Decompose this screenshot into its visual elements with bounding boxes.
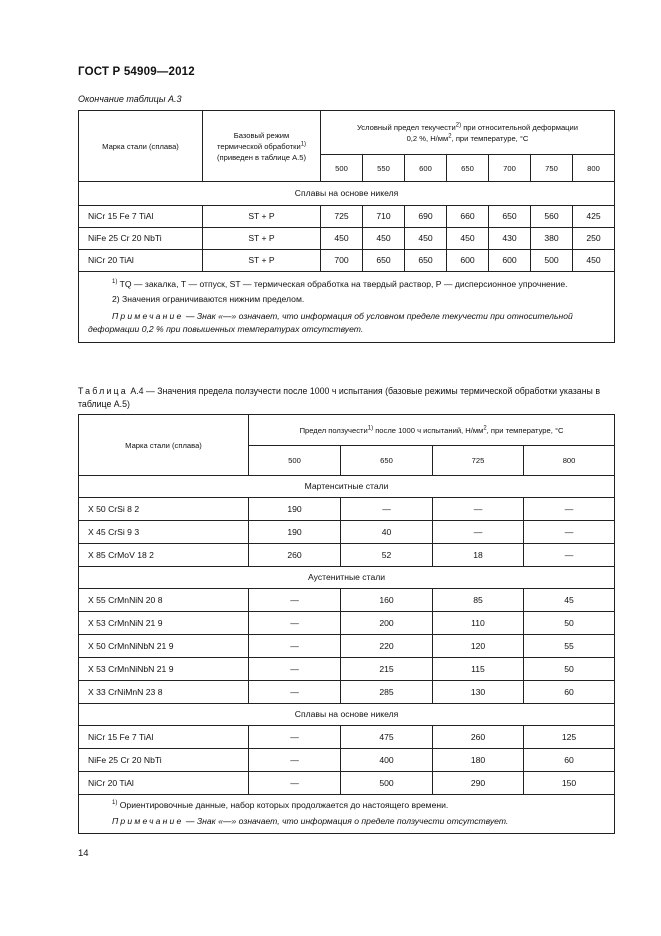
creep-value: — bbox=[433, 498, 524, 521]
table-row bbox=[79, 228, 615, 250]
treatment-mode: ST + P bbox=[203, 250, 321, 272]
creep-value: 150 bbox=[524, 772, 615, 795]
yield-value: 500 bbox=[531, 250, 573, 272]
table-a3 bbox=[78, 110, 615, 343]
yield-value: 450 bbox=[363, 228, 405, 250]
table-row bbox=[79, 521, 615, 544]
yield-value: 560 bbox=[531, 206, 573, 228]
group-title: Аустенитные стали bbox=[79, 567, 615, 589]
yield-value: 450 bbox=[405, 228, 447, 250]
creep-value: 290 bbox=[433, 772, 524, 795]
steel-grade: NiCr 20 TiAl bbox=[79, 772, 249, 795]
col-grade-header: Марка стали (сплава) bbox=[79, 415, 249, 476]
temperature-header: 750 bbox=[531, 155, 573, 182]
table-a3-caption: Окончание таблицы А.3 bbox=[78, 94, 182, 104]
yield-value: 450 bbox=[447, 228, 489, 250]
temperature-header: 500 bbox=[249, 446, 341, 476]
temperature-header: 650 bbox=[341, 446, 433, 476]
col-grade-header: Марка стали (сплава) bbox=[79, 111, 203, 182]
temperature-header: 600 bbox=[405, 155, 447, 182]
creep-value: 125 bbox=[524, 726, 615, 749]
group-title: Сплавы на основе никеля bbox=[79, 704, 615, 726]
creep-value: 160 bbox=[341, 589, 433, 612]
creep-value: 85 bbox=[433, 589, 524, 612]
creep-value: 200 bbox=[341, 612, 433, 635]
yield-value: 650 bbox=[363, 250, 405, 272]
treatment-mode: ST + P bbox=[203, 206, 321, 228]
creep-value: 60 bbox=[524, 749, 615, 772]
steel-grade: X 45 CrSi 9 3 bbox=[79, 521, 249, 544]
steel-grade: X 33 CrNiMnN 23 8 bbox=[79, 681, 249, 704]
creep-value: — bbox=[249, 772, 341, 795]
table-a4 bbox=[78, 414, 615, 834]
table-row bbox=[79, 498, 615, 521]
yield-value: 600 bbox=[447, 250, 489, 272]
creep-value: — bbox=[341, 498, 433, 521]
steel-grade: X 53 CrMnNiN 21 9 bbox=[79, 612, 249, 635]
creep-value: 475 bbox=[341, 726, 433, 749]
creep-value: 115 bbox=[433, 658, 524, 681]
table-row bbox=[79, 658, 615, 681]
temperature-header: 500 bbox=[321, 155, 363, 182]
yield-value: 650 bbox=[489, 206, 531, 228]
creep-value: 190 bbox=[249, 498, 341, 521]
table-row bbox=[79, 726, 615, 749]
steel-grade: X 85 CrMoV 18 2 bbox=[79, 544, 249, 567]
note: Примечание — Знак «—» означает, что информация о пределе ползучести отсутствует. bbox=[112, 816, 509, 826]
creep-value: 400 bbox=[341, 749, 433, 772]
creep-value: 45 bbox=[524, 589, 615, 612]
yield-value: 650 bbox=[405, 250, 447, 272]
footnotes bbox=[79, 795, 615, 834]
yield-value: 600 bbox=[489, 250, 531, 272]
yield-value: 710 bbox=[363, 206, 405, 228]
yield-value: 250 bbox=[573, 228, 615, 250]
yield-value: 690 bbox=[405, 206, 447, 228]
steel-grade: X 55 CrMnNiN 20 8 bbox=[79, 589, 249, 612]
creep-value: 52 bbox=[341, 544, 433, 567]
footnote-1: $^{1)}$ Ориентировочные данные, набор которых продолжается до настоящего времени. bbox=[112, 800, 449, 810]
creep-value: — bbox=[524, 544, 615, 567]
creep-value: 180 bbox=[433, 749, 524, 772]
yield-value: 380 bbox=[531, 228, 573, 250]
yield-value: 725 bbox=[321, 206, 363, 228]
page-number: 14 bbox=[78, 848, 89, 859]
yield-value: 430 bbox=[489, 228, 531, 250]
table-a4-caption: Таблица А.4 — Значения предела ползучести после 1000 ч испытания (базовые режимы термической обработки указаны в таблице А.5) bbox=[78, 386, 600, 409]
col-mode-header: Базовый режим термической обработки$^{1)}$ (приведен в таблице А.5) bbox=[203, 111, 321, 182]
creep-value: — bbox=[249, 612, 341, 635]
creep-value: 215 bbox=[341, 658, 433, 681]
treatment-mode: ST + P bbox=[203, 228, 321, 250]
creep-value: 130 bbox=[433, 681, 524, 704]
temperature-header: 650 bbox=[447, 155, 489, 182]
creep-value: — bbox=[524, 498, 615, 521]
table-row bbox=[79, 250, 615, 272]
creep-value: 18 bbox=[433, 544, 524, 567]
creep-value: — bbox=[524, 521, 615, 544]
temperature-header: 550 bbox=[363, 155, 405, 182]
creep-value: 50 bbox=[524, 658, 615, 681]
creep-value: 285 bbox=[341, 681, 433, 704]
col-creep-header: Предел ползучести$^{1)}$ после 1000 ч испытаний, $Н/мм^2$, при температуре, °С bbox=[249, 415, 615, 446]
yield-value: 450 bbox=[321, 228, 363, 250]
footnote-2: 2) Значения ограничиваются нижним пределом. bbox=[112, 294, 305, 304]
creep-value: — bbox=[249, 749, 341, 772]
creep-value: 260 bbox=[249, 544, 341, 567]
yield-value: 450 bbox=[573, 250, 615, 272]
yield-value: 425 bbox=[573, 206, 615, 228]
steel-grade: NiFe 25 Cr 20 NbTi bbox=[79, 228, 203, 250]
temperature-header: 800 bbox=[524, 446, 615, 476]
creep-value: 500 bbox=[341, 772, 433, 795]
note: Примечание — Знак «—» означает, что информация об условном пределе текучести при относительной деформации 0,2 % при повышенных температурах отсутствует. bbox=[88, 311, 573, 334]
creep-value: — bbox=[249, 681, 341, 704]
creep-value: — bbox=[433, 521, 524, 544]
steel-grade: NiCr 20 TiAl bbox=[79, 250, 203, 272]
footnotes bbox=[79, 272, 615, 343]
table-row bbox=[79, 772, 615, 795]
table-row bbox=[79, 206, 615, 228]
creep-value: 40 bbox=[341, 521, 433, 544]
table-row bbox=[79, 635, 615, 658]
steel-grade: NiCr 15 Fe 7 TiAl bbox=[79, 726, 249, 749]
temperature-header: 800 bbox=[573, 155, 615, 182]
table-row bbox=[79, 612, 615, 635]
col-yield-header: Условный предел текучести$^{2)}$ при относительной деформации 0,2 %, $Н/мм^2$, при температуре, °С bbox=[321, 111, 615, 155]
creep-value: 220 bbox=[341, 635, 433, 658]
steel-grade: X 53 CrMnNiNbN 21 9 bbox=[79, 658, 249, 681]
creep-value: — bbox=[249, 635, 341, 658]
creep-value: 50 bbox=[524, 612, 615, 635]
creep-value: 60 bbox=[524, 681, 615, 704]
group-title: Мартенситные стали bbox=[79, 476, 615, 498]
creep-value: 120 bbox=[433, 635, 524, 658]
table-row bbox=[79, 749, 615, 772]
group-title: Сплавы на основе никеля bbox=[79, 182, 615, 206]
table-row bbox=[79, 589, 615, 612]
table-row bbox=[79, 681, 615, 704]
creep-value: 190 bbox=[249, 521, 341, 544]
temperature-header: 725 bbox=[433, 446, 524, 476]
steel-grade: NiFe 25 Cr 20 NbTi bbox=[79, 749, 249, 772]
creep-value: 110 bbox=[433, 612, 524, 635]
table-row bbox=[79, 544, 615, 567]
creep-value: — bbox=[249, 726, 341, 749]
footnote-1: $^{1)}$ TQ — закалка, Т — отпуск, ST — термическая обработка на твердый раствор, Р — дисперсионное упрочнение. bbox=[112, 279, 568, 289]
yield-value: 700 bbox=[321, 250, 363, 272]
creep-value: — bbox=[249, 658, 341, 681]
yield-value: 660 bbox=[447, 206, 489, 228]
document-header: ГОСТ Р 54909—2012 bbox=[78, 66, 195, 78]
steel-grade: X 50 CrSi 8 2 bbox=[79, 498, 249, 521]
steel-grade: X 50 CrMnNiNbN 21 9 bbox=[79, 635, 249, 658]
steel-grade: NiCr 15 Fe 7 TiAl bbox=[79, 206, 203, 228]
creep-value: 260 bbox=[433, 726, 524, 749]
temperature-header: 700 bbox=[489, 155, 531, 182]
creep-value: 55 bbox=[524, 635, 615, 658]
creep-value: — bbox=[249, 589, 341, 612]
